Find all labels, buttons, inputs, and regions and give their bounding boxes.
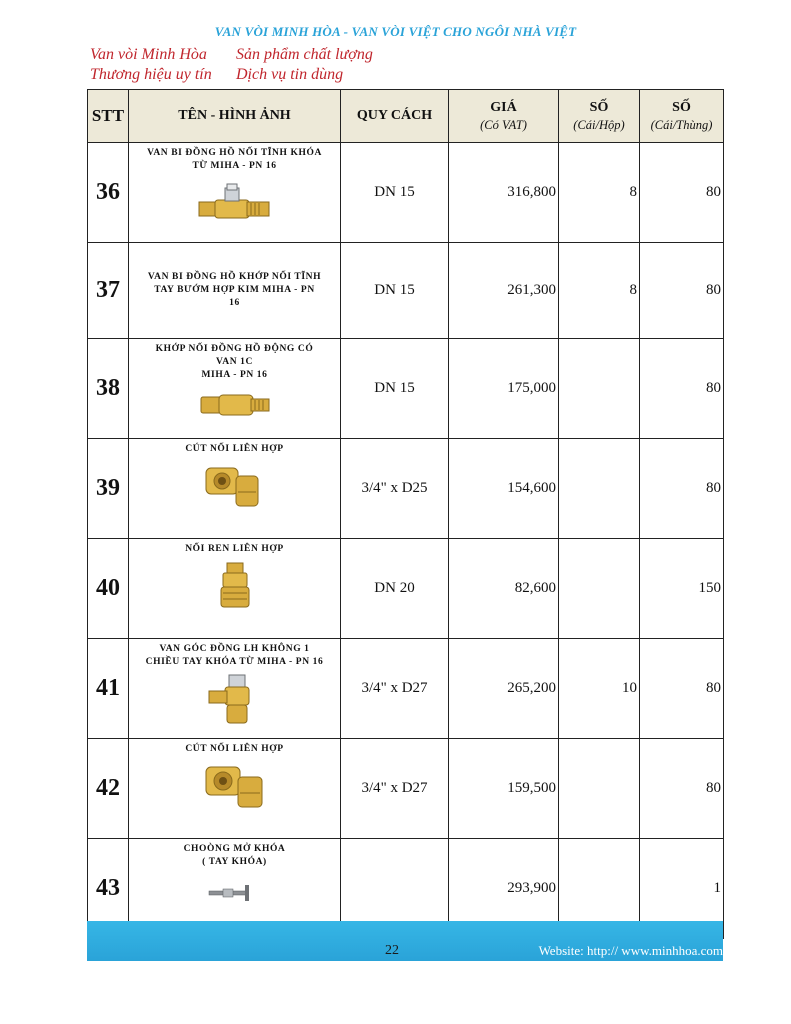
slogan-row-1 [90, 46, 373, 64]
row-name-cell [129, 339, 341, 439]
row-carton-qty: 80 [640, 143, 724, 243]
row-price: 265,200 [449, 639, 559, 739]
row-box-qty [559, 439, 640, 539]
row-stt: 39 [88, 439, 129, 539]
box-label: SỐ [589, 99, 609, 115]
row-stt: 43 [88, 839, 129, 939]
meter-coupling-image [131, 386, 338, 422]
row-name-cell [129, 739, 341, 839]
product-name: CÚT NỐI LIÊN HỢP [185, 744, 284, 754]
product-name: KHỚP NỐI ĐỒNG HỒ ĐỘNG CÓ VAN 1C MIHA - PN 16 [155, 344, 314, 380]
table-row [88, 739, 724, 839]
row-price: 175,000 [449, 339, 559, 439]
row-name-cell [129, 243, 341, 339]
column-header-stt: STT [88, 90, 129, 143]
row-spec: 3/4" x D27 [341, 739, 449, 839]
row-box-qty [559, 339, 640, 439]
row-box-qty: 10 [559, 639, 640, 739]
row-carton-qty: 80 [640, 439, 724, 539]
slogan-trust: Thương hiệu uy tín [90, 66, 212, 83]
product-name: CÚT NỐI LIÊN HỢP [185, 444, 284, 454]
row-spec: DN 20 [341, 539, 449, 639]
row-carton-qty: 80 [640, 739, 724, 839]
product-name: VAN GÓC ĐỒNG LH KHÔNG 1 CHIỀU TAY KHÓA TỪ MIHA - PN 16 [145, 644, 324, 667]
website-link[interactable]: Website: http:// www.minhhoa.com [538, 943, 723, 958]
slogan-quality: Sản phẩm chất lượng [236, 46, 373, 63]
table-row [88, 639, 724, 739]
threaded-union-image [131, 560, 338, 612]
row-spec: 3/4" x D25 [341, 439, 449, 539]
table-header-row [88, 90, 724, 143]
slogan-row-2 [90, 66, 343, 84]
product-name: NỐI REN LIÊN HỢP [185, 544, 284, 554]
row-carton-qty: 80 [640, 339, 724, 439]
row-carton-qty: 150 [640, 539, 724, 639]
table-row [88, 539, 724, 639]
product-name: CHOÒNG MỞ KHÓA ( TAY KHÓA) [183, 844, 286, 867]
box-sublabel: (Cái/Hộp) [573, 117, 625, 132]
row-name-cell [129, 639, 341, 739]
row-carton-qty: 1 [640, 839, 724, 939]
row-stt: 40 [88, 539, 129, 639]
row-price: 159,500 [449, 739, 559, 839]
row-box-qty [559, 739, 640, 839]
row-box-qty [559, 539, 640, 639]
ball-valve-magnetic-lock-image [131, 177, 338, 229]
table-row [88, 243, 724, 339]
product-name: VAN BI ĐỒNG HỒ NỐI TĨNH KHÓA TỪ MIHA - PN 16 [147, 148, 322, 171]
carton-sublabel: (Cái/Thùng) [650, 117, 713, 132]
union-elbow-image [131, 760, 338, 812]
row-price: 293,900 [449, 839, 559, 939]
slogan-service: Dịch vụ tin dùng [236, 66, 344, 83]
lock-key-tool-image [131, 873, 338, 913]
row-stt: 36 [88, 143, 129, 243]
row-stt: 41 [88, 639, 129, 739]
row-stt: 38 [88, 339, 129, 439]
row-spec: 3/4" x D27 [341, 639, 449, 739]
union-elbow-image [131, 460, 338, 512]
table-row [88, 439, 724, 539]
price-sublabel: (Có VAT) [480, 117, 527, 132]
page-number: 22 [385, 943, 399, 958]
carton-label: SỐ [672, 99, 691, 115]
table-row [88, 339, 724, 439]
row-stt: 42 [88, 739, 129, 839]
row-name-cell [129, 143, 341, 243]
row-name-cell [129, 439, 341, 539]
column-header-price [449, 90, 559, 143]
row-price: 261,300 [449, 243, 559, 339]
row-stt: 37 [88, 243, 129, 339]
row-box-qty: 8 [559, 143, 640, 243]
product-name: VAN BI ĐỒNG HỒ KHỚP NỐI TĨNH TAY BƯỚM HỢP KIM MIHA - PN 16 [147, 272, 322, 308]
column-header-box [559, 90, 640, 143]
row-price: 154,600 [449, 439, 559, 539]
column-header-spec: QUY CÁCH [341, 90, 449, 143]
angle-valve-image [131, 673, 338, 725]
price-table [87, 89, 724, 939]
column-header-name: TÊN - HÌNH ẢNH [129, 90, 341, 143]
row-carton-qty: 80 [640, 243, 724, 339]
row-spec: DN 15 [341, 143, 449, 243]
slogan-brand: Van vòi Minh Hòa [90, 46, 207, 63]
column-header-carton [640, 90, 724, 143]
row-price: 82,600 [449, 539, 559, 639]
footer-bar [87, 921, 723, 961]
price-label: GIÁ [490, 99, 517, 115]
row-box-qty: 8 [559, 243, 640, 339]
page-header-title: VAN VÒI MINH HÒA - VAN VÒI VIỆT CHO NGÔI NHÀ VIỆT [214, 24, 577, 39]
row-spec: DN 15 [341, 243, 449, 339]
row-price: 316,800 [449, 143, 559, 243]
row-carton-qty: 80 [640, 639, 724, 739]
table-row [88, 143, 724, 243]
row-spec: DN 15 [341, 339, 449, 439]
row-name-cell [129, 539, 341, 639]
